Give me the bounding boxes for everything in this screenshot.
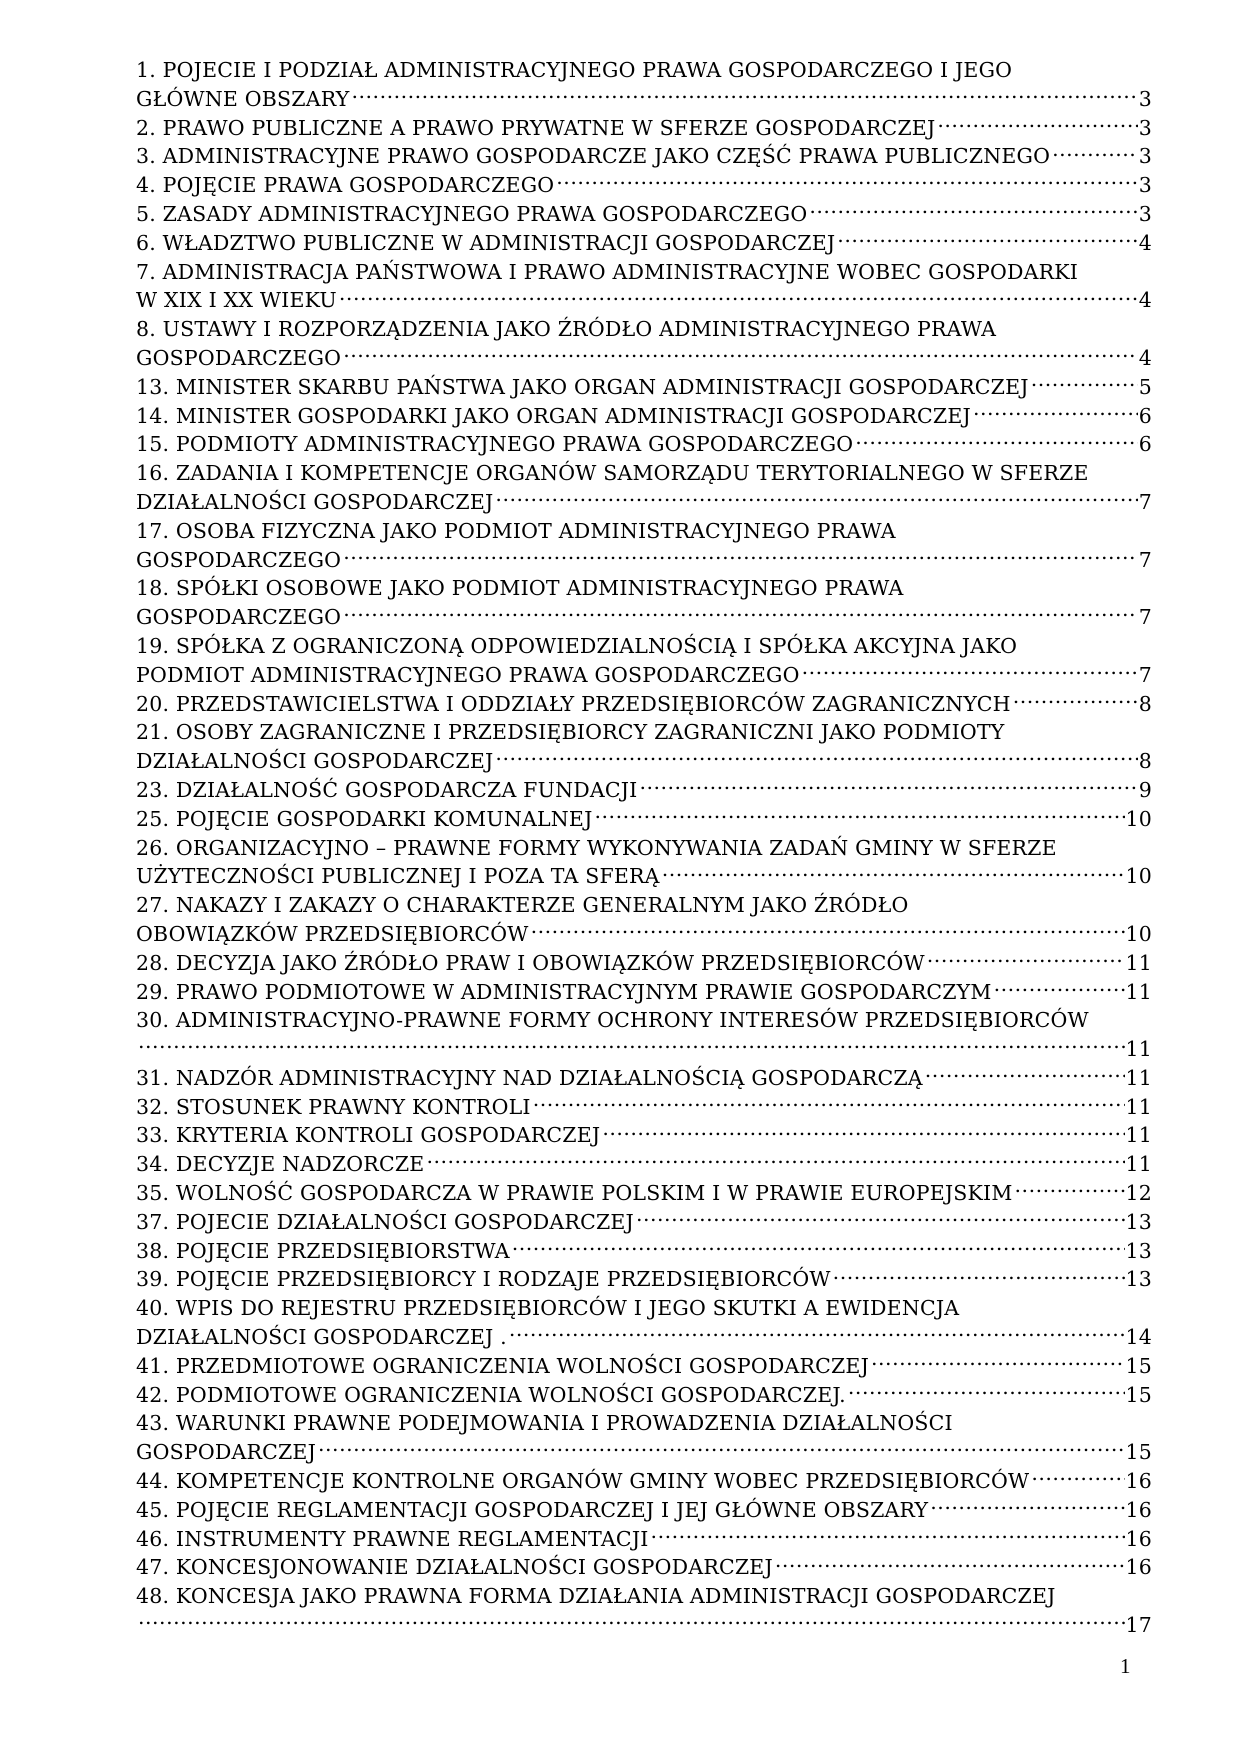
toc-entry-title: OBOWIĄZKÓW PRZEDSIĘBIORCÓW <box>136 921 529 946</box>
dot-leader <box>1031 373 1138 394</box>
dot-leader <box>994 978 1125 999</box>
toc-entry-title-line: 21. OSOBY ZAGRANICZNE I PRZEDSIĘBIORCY ZAGRANICZNI JAKO PODMIOTY <box>136 720 1005 745</box>
toc-entry-title: 39. POJĘCIE PRZEDSIĘBIORCY I RODZAJE PRZEDSIĘBIORCÓW <box>136 1267 831 1292</box>
toc-entry-title: DZIAŁALNOŚCI GOSPODARCZEJ . <box>136 1325 507 1350</box>
toc-entry[interactable] <box>136 200 1152 229</box>
toc-page-number: 3 <box>1138 144 1152 169</box>
toc-entry[interactable] <box>136 1294 1152 1352</box>
toc-entry-title-line: 40. WPIS DO REJESTRU PRZEDSIĘBIORCÓW I JEGO SKUTKI A EWIDENCJA <box>136 1296 960 1321</box>
toc-entry[interactable] <box>136 949 1152 978</box>
toc-page-number: 10 <box>1125 864 1152 889</box>
dot-leader <box>318 1439 1124 1460</box>
toc-page-number: 7 <box>1138 489 1152 514</box>
toc-entry-title: 32. STOSUNEK PRAWNY KONTROLI <box>136 1094 531 1119</box>
toc-page-number: 8 <box>1138 691 1152 716</box>
toc-entry-title-line: 17. OSOBA FIZYCZNA JAKO PODMIOT ADMINISTRACYJNEGO PRAWA <box>136 518 896 543</box>
toc-entry-title: 38. POJĘCIE PRZEDSIĘBIORSTWA <box>136 1238 510 1263</box>
toc-page-number: 4 <box>1138 288 1152 313</box>
toc-entry-title: GOSPODARCZEGO <box>136 605 342 630</box>
toc-entry-title-line: 19. SPÓŁKA Z OGRANICZONĄ ODPOWIEDZIALNOŚCIĄ I SPÓŁKA AKCYJNA JAKO <box>136 633 1018 658</box>
toc-page-number: 7 <box>1138 605 1152 630</box>
toc-page-number: 16 <box>1125 1469 1152 1494</box>
toc-entry[interactable] <box>136 1179 1152 1208</box>
toc-entry-title: GOSPODARCZEGO <box>136 547 342 572</box>
toc-entry[interactable] <box>136 1553 1152 1582</box>
toc-entry-title: 14. MINISTER GOSPODARKI JAKO ORGAN ADMINISTRACJI GOSPODARCZEJ <box>136 403 971 428</box>
toc-entry[interactable] <box>136 229 1152 258</box>
toc-entry-title: 41. PRZEDMIOTOWE OGRANICZENIA WOLNOŚCI GOSPODARCZEJ <box>136 1353 870 1378</box>
toc-entry[interactable] <box>136 1496 1152 1525</box>
toc-page-number: 10 <box>1125 921 1152 946</box>
dot-leader <box>533 1093 1125 1114</box>
toc-entry[interactable] <box>136 891 1152 949</box>
toc-entry[interactable] <box>136 430 1152 459</box>
dot-leader <box>871 1352 1124 1373</box>
toc-entry[interactable] <box>136 834 1152 892</box>
toc-entry-title-line: 18. SPÓŁKI OSOBOWE JAKO PODMIOT ADMINISTRACYJNEGO PRAWA <box>136 576 904 601</box>
toc-entry[interactable] <box>136 258 1152 316</box>
dot-leader <box>802 661 1138 682</box>
toc-page-number: 16 <box>1125 1497 1152 1522</box>
dot-leader <box>848 1381 1125 1402</box>
dot-leader <box>343 546 1138 567</box>
toc-entry-title: 2. PRAWO PUBLICZNE A PRAWO PRYWATNE W SFERZE GOSPODARCZEJ <box>136 115 936 140</box>
toc-entry[interactable] <box>136 1525 1152 1554</box>
dot-leader <box>1031 1468 1124 1489</box>
toc-page-number: 3 <box>1138 201 1152 226</box>
dot-leader <box>509 1324 1125 1345</box>
page-number: 1 <box>1120 1654 1131 1678</box>
toc-page-number: 15 <box>1125 1353 1152 1378</box>
toc-page-number: 4 <box>1138 230 1152 255</box>
toc-entry-title-line: 27. NAKAZY I ZAKAZY O CHARAKTERZE GENERALNYM JAKO ŹRÓDŁO <box>136 893 909 918</box>
dot-leader <box>651 1525 1125 1546</box>
toc-page-number: 16 <box>1125 1526 1152 1551</box>
dot-leader <box>343 604 1138 625</box>
dot-leader <box>636 1208 1125 1229</box>
dot-leader <box>531 920 1125 941</box>
toc-entry-title: 23. DZIAŁALNOŚĆ GOSPODARCZA FUNDACJI <box>136 777 638 802</box>
toc-entry[interactable] <box>136 1467 1152 1496</box>
toc-entry-title: 33. KRYTERIA KONTROLI GOSPODARCZEJ <box>136 1123 601 1148</box>
toc-entry[interactable] <box>136 1265 1152 1294</box>
dot-leader <box>662 863 1125 884</box>
toc-entry-title: 44. KOMPETENCJE KONTROLNE ORGANÓW GMINY WOBEC PRZEDSIĘBIORCÓW <box>136 1469 1030 1494</box>
toc-entry-title-line: 16. ZADANIA I KOMPETENCJE ORGANÓW SAMORZĄDU TERYTORIALNEGO W SFERZE <box>136 461 1089 486</box>
toc-entry-title: 25. POJĘCIE GOSPODARKI KOMUNALNEJ <box>136 806 593 831</box>
toc-page-number: 13 <box>1125 1238 1152 1263</box>
toc-entry-title: 31. NADZÓR ADMINISTRACYJNY NAD DZIAŁALNOŚCIĄ GOSPODARCZĄ <box>136 1065 923 1090</box>
toc-entry-title: 47. KONCESJONOWANIE DZIAŁALNOŚCI GOSPODARCZEJ <box>136 1555 773 1580</box>
toc-page-number: 12 <box>1125 1181 1152 1206</box>
toc-entry[interactable] <box>136 1006 1152 1064</box>
toc-entry-title: DZIAŁALNOŚCI GOSPODARCZEJ <box>136 749 494 774</box>
dot-leader <box>343 344 1138 365</box>
dot-leader <box>925 1064 1125 1085</box>
toc-entry-title-line: 43. WARUNKI PRAWNE PODEJMOWANIA I PROWADZENIA DZIAŁALNOŚCI <box>136 1411 953 1436</box>
toc-entry[interactable] <box>136 315 1152 373</box>
toc-entry[interactable] <box>136 632 1152 690</box>
toc-entry[interactable] <box>136 574 1152 632</box>
toc-entry[interactable] <box>136 142 1152 171</box>
toc-entry-title: GŁÓWNE OBSZARY <box>136 86 350 111</box>
table-of-contents <box>136 56 1152 1640</box>
dot-leader <box>138 1036 1125 1057</box>
dot-leader <box>927 949 1125 970</box>
toc-entry-title: PODMIOT ADMINISTRACYJNEGO PRAWA GOSPODARCZEGO <box>136 662 800 687</box>
toc-page-number: 14 <box>1125 1325 1152 1350</box>
toc-page-number: 7 <box>1138 547 1152 572</box>
toc-entry-title: 29. PRAWO PODMIOTOWE W ADMINISTRACYJNYM PRAWIE GOSPODARCZYM <box>136 979 992 1004</box>
toc-entry-title: 15. PODMIOTY ADMINISTRACYJNEGO PRAWA GOSPODARCZEGO <box>136 432 854 457</box>
toc-entry[interactable] <box>136 459 1152 517</box>
toc-entry-title: 35. WOLNOŚĆ GOSPODARCZA W PRAWIE POLSKIM I W PRAWIE EUROPEJSKIM <box>136 1181 1013 1206</box>
toc-entry-title-line: 8. USTAWY I ROZPORZĄDZENIA JAKO ŹRÓDŁO ADMINISTRACYJNEGO PRAWA <box>136 317 997 342</box>
dot-leader <box>556 172 1137 193</box>
toc-entry[interactable] <box>136 1381 1152 1410</box>
toc-entry[interactable] <box>136 1352 1152 1381</box>
dot-leader <box>602 1122 1124 1143</box>
toc-entry-title: 28. DECYZJA JAKO ŹRÓDŁO PRAW I OBOWIĄZKÓW PRZEDSIĘBIORCÓW <box>136 950 925 975</box>
dot-leader <box>855 431 1137 452</box>
dot-leader <box>639 776 1137 797</box>
toc-page-number: 13 <box>1125 1267 1152 1292</box>
toc-entry[interactable] <box>136 690 1152 719</box>
toc-page-number: 11 <box>1125 1065 1152 1090</box>
toc-page-number: 15 <box>1125 1382 1152 1407</box>
toc-entry-title: 3. ADMINISTRACYJNE PRAWO GOSPODARCZE JAKO CZĘŚĆ PRAWA PUBLICZNEGO <box>136 144 1051 169</box>
dot-leader <box>1052 143 1138 164</box>
toc-entry-title: GOSPODARCZEGO <box>136 345 342 370</box>
dot-leader <box>495 748 1137 769</box>
dot-leader <box>512 1237 1125 1258</box>
toc-entry[interactable] <box>136 1582 1152 1640</box>
dot-leader <box>595 805 1125 826</box>
toc-page-number: 11 <box>1125 950 1152 975</box>
toc-page-number: 11 <box>1125 1123 1152 1148</box>
dot-leader <box>837 229 1137 250</box>
toc-page-number: 3 <box>1138 173 1152 198</box>
toc-page-number: 13 <box>1125 1209 1152 1234</box>
dot-leader <box>138 1612 1125 1633</box>
dot-leader <box>809 200 1137 221</box>
toc-page-number: 6 <box>1138 403 1152 428</box>
dot-leader <box>1013 690 1138 711</box>
toc-entry[interactable] <box>136 114 1152 143</box>
toc-entry[interactable] <box>136 776 1152 805</box>
toc-entry-title: 46. INSTRUMENTY PRAWNE REGLAMENTACJI <box>136 1526 649 1551</box>
toc-entry[interactable] <box>136 1064 1152 1093</box>
toc-entry[interactable] <box>136 56 1152 114</box>
toc-page-number: 8 <box>1138 749 1152 774</box>
toc-entry-title-line: 7. ADMINISTRACJA PAŃSTWOWA I PRAWO ADMINISTRACYJNE WOBEC GOSPODARKI <box>136 259 1079 284</box>
toc-entry[interactable] <box>136 978 1152 1007</box>
dot-leader <box>973 402 1138 423</box>
toc-entry[interactable] <box>136 373 1152 402</box>
dot-leader <box>937 114 1137 135</box>
toc-entry-title: 6. WŁADZTWO PUBLICZNE W ADMINISTRACJI GOSPODARCZEJ <box>136 230 836 255</box>
toc-page-number: 3 <box>1138 86 1152 111</box>
toc-page-number: 11 <box>1125 1152 1152 1177</box>
toc-entry[interactable] <box>136 718 1152 776</box>
toc-entry[interactable] <box>136 1237 1152 1266</box>
toc-entry[interactable] <box>136 1093 1152 1122</box>
toc-entry-title: 13. MINISTER SKARBU PAŃSTWA JAKO ORGAN ADMINISTRACJI GOSPODARCZEJ <box>136 374 1029 399</box>
toc-entry[interactable] <box>136 1208 1152 1237</box>
toc-entry[interactable] <box>136 171 1152 200</box>
toc-page-number: 15 <box>1125 1440 1152 1465</box>
toc-entry-title-line: 30. ADMINISTRACYJNO-PRAWNE FORMY OCHRONY INTERESÓW PRZEDSIĘBIORCÓW <box>136 1008 1089 1033</box>
toc-entry-title-line: 26. ORGANIZACYJNO – PRAWNE FORMY WYKONYWANIA ZADAŃ GMINY W SFERZE <box>136 835 1057 860</box>
toc-entry-title-line: 48. KONCESJA JAKO PRAWNA FORMA DZIAŁANIA ADMINISTRACJI GOSPODARCZEJ <box>136 1584 1056 1609</box>
toc-entry-title: 20. PRZEDSTAWICIELSTWA I ODDZIAŁY PRZEDSIĘBIORCÓW ZAGRANICZNYCH <box>136 691 1011 716</box>
toc-page-number: 5 <box>1138 374 1152 399</box>
toc-page-number: 10 <box>1125 806 1152 831</box>
toc-entry[interactable] <box>136 517 1152 575</box>
toc-entry-title: 37. POJECIE DZIAŁALNOŚCI GOSPODARCZEJ <box>136 1209 634 1234</box>
toc-entry-title: 42. PODMIOTOWE OGRANICZENIA WOLNOŚCI GOSPODARCZEJ. <box>136 1382 846 1407</box>
toc-page-number: 4 <box>1138 345 1152 370</box>
dot-leader <box>339 287 1138 308</box>
toc-page-number: 16 <box>1125 1555 1152 1580</box>
toc-page-number: 17 <box>1125 1613 1152 1638</box>
toc-entry-title: 4. POJĘCIE PRAWA GOSPODARCZEGO <box>136 173 555 198</box>
toc-entry-title: 5. ZASADY ADMINISTRACYJNEGO PRAWA GOSPODARCZEGO <box>136 201 808 226</box>
toc-page-number: 11 <box>1125 1037 1152 1062</box>
dot-leader <box>1015 1180 1125 1201</box>
dot-leader <box>495 488 1137 509</box>
dot-leader <box>775 1554 1125 1575</box>
toc-entry-title: DZIAŁALNOŚCI GOSPODARCZEJ <box>136 489 494 514</box>
toc-entry-title: 45. POJĘCIE REGLAMENTACJI GOSPODARCZEJ I JEJ GŁÓWNE OBSZARY <box>136 1497 929 1522</box>
toc-page-number: 9 <box>1138 777 1152 802</box>
toc-entry-title: UŻYTECZNOŚCI PUBLICZNEJ I POZA TA SFERĄ <box>136 864 660 889</box>
toc-page-number: 3 <box>1138 115 1152 140</box>
toc-entry-title: 34. DECYZJE NADZORCZE <box>136 1152 425 1177</box>
toc-entry-title: GOSPODARCZEJ <box>136 1440 317 1465</box>
toc-page-number: 11 <box>1125 979 1152 1004</box>
toc-entry[interactable] <box>136 805 1152 834</box>
toc-entry[interactable] <box>136 1150 1152 1179</box>
toc-entry-title: W XIX I XX WIEKU <box>136 288 337 313</box>
toc-page-number: 11 <box>1125 1094 1152 1119</box>
dot-leader <box>426 1151 1124 1172</box>
dot-leader <box>352 85 1138 106</box>
dot-leader <box>930 1496 1124 1517</box>
toc-page-number: 7 <box>1138 662 1152 687</box>
toc-entry[interactable] <box>136 1409 1152 1467</box>
toc-entry[interactable] <box>136 402 1152 431</box>
toc-entry-title-line: 1. POJECIE I PODZIAŁ ADMINISTRACYJNEGO PRAWA GOSPODARCZEGO I JEGO <box>136 58 1013 82</box>
dot-leader <box>833 1266 1125 1287</box>
toc-page-number: 6 <box>1138 432 1152 457</box>
toc-entry[interactable] <box>136 1121 1152 1150</box>
